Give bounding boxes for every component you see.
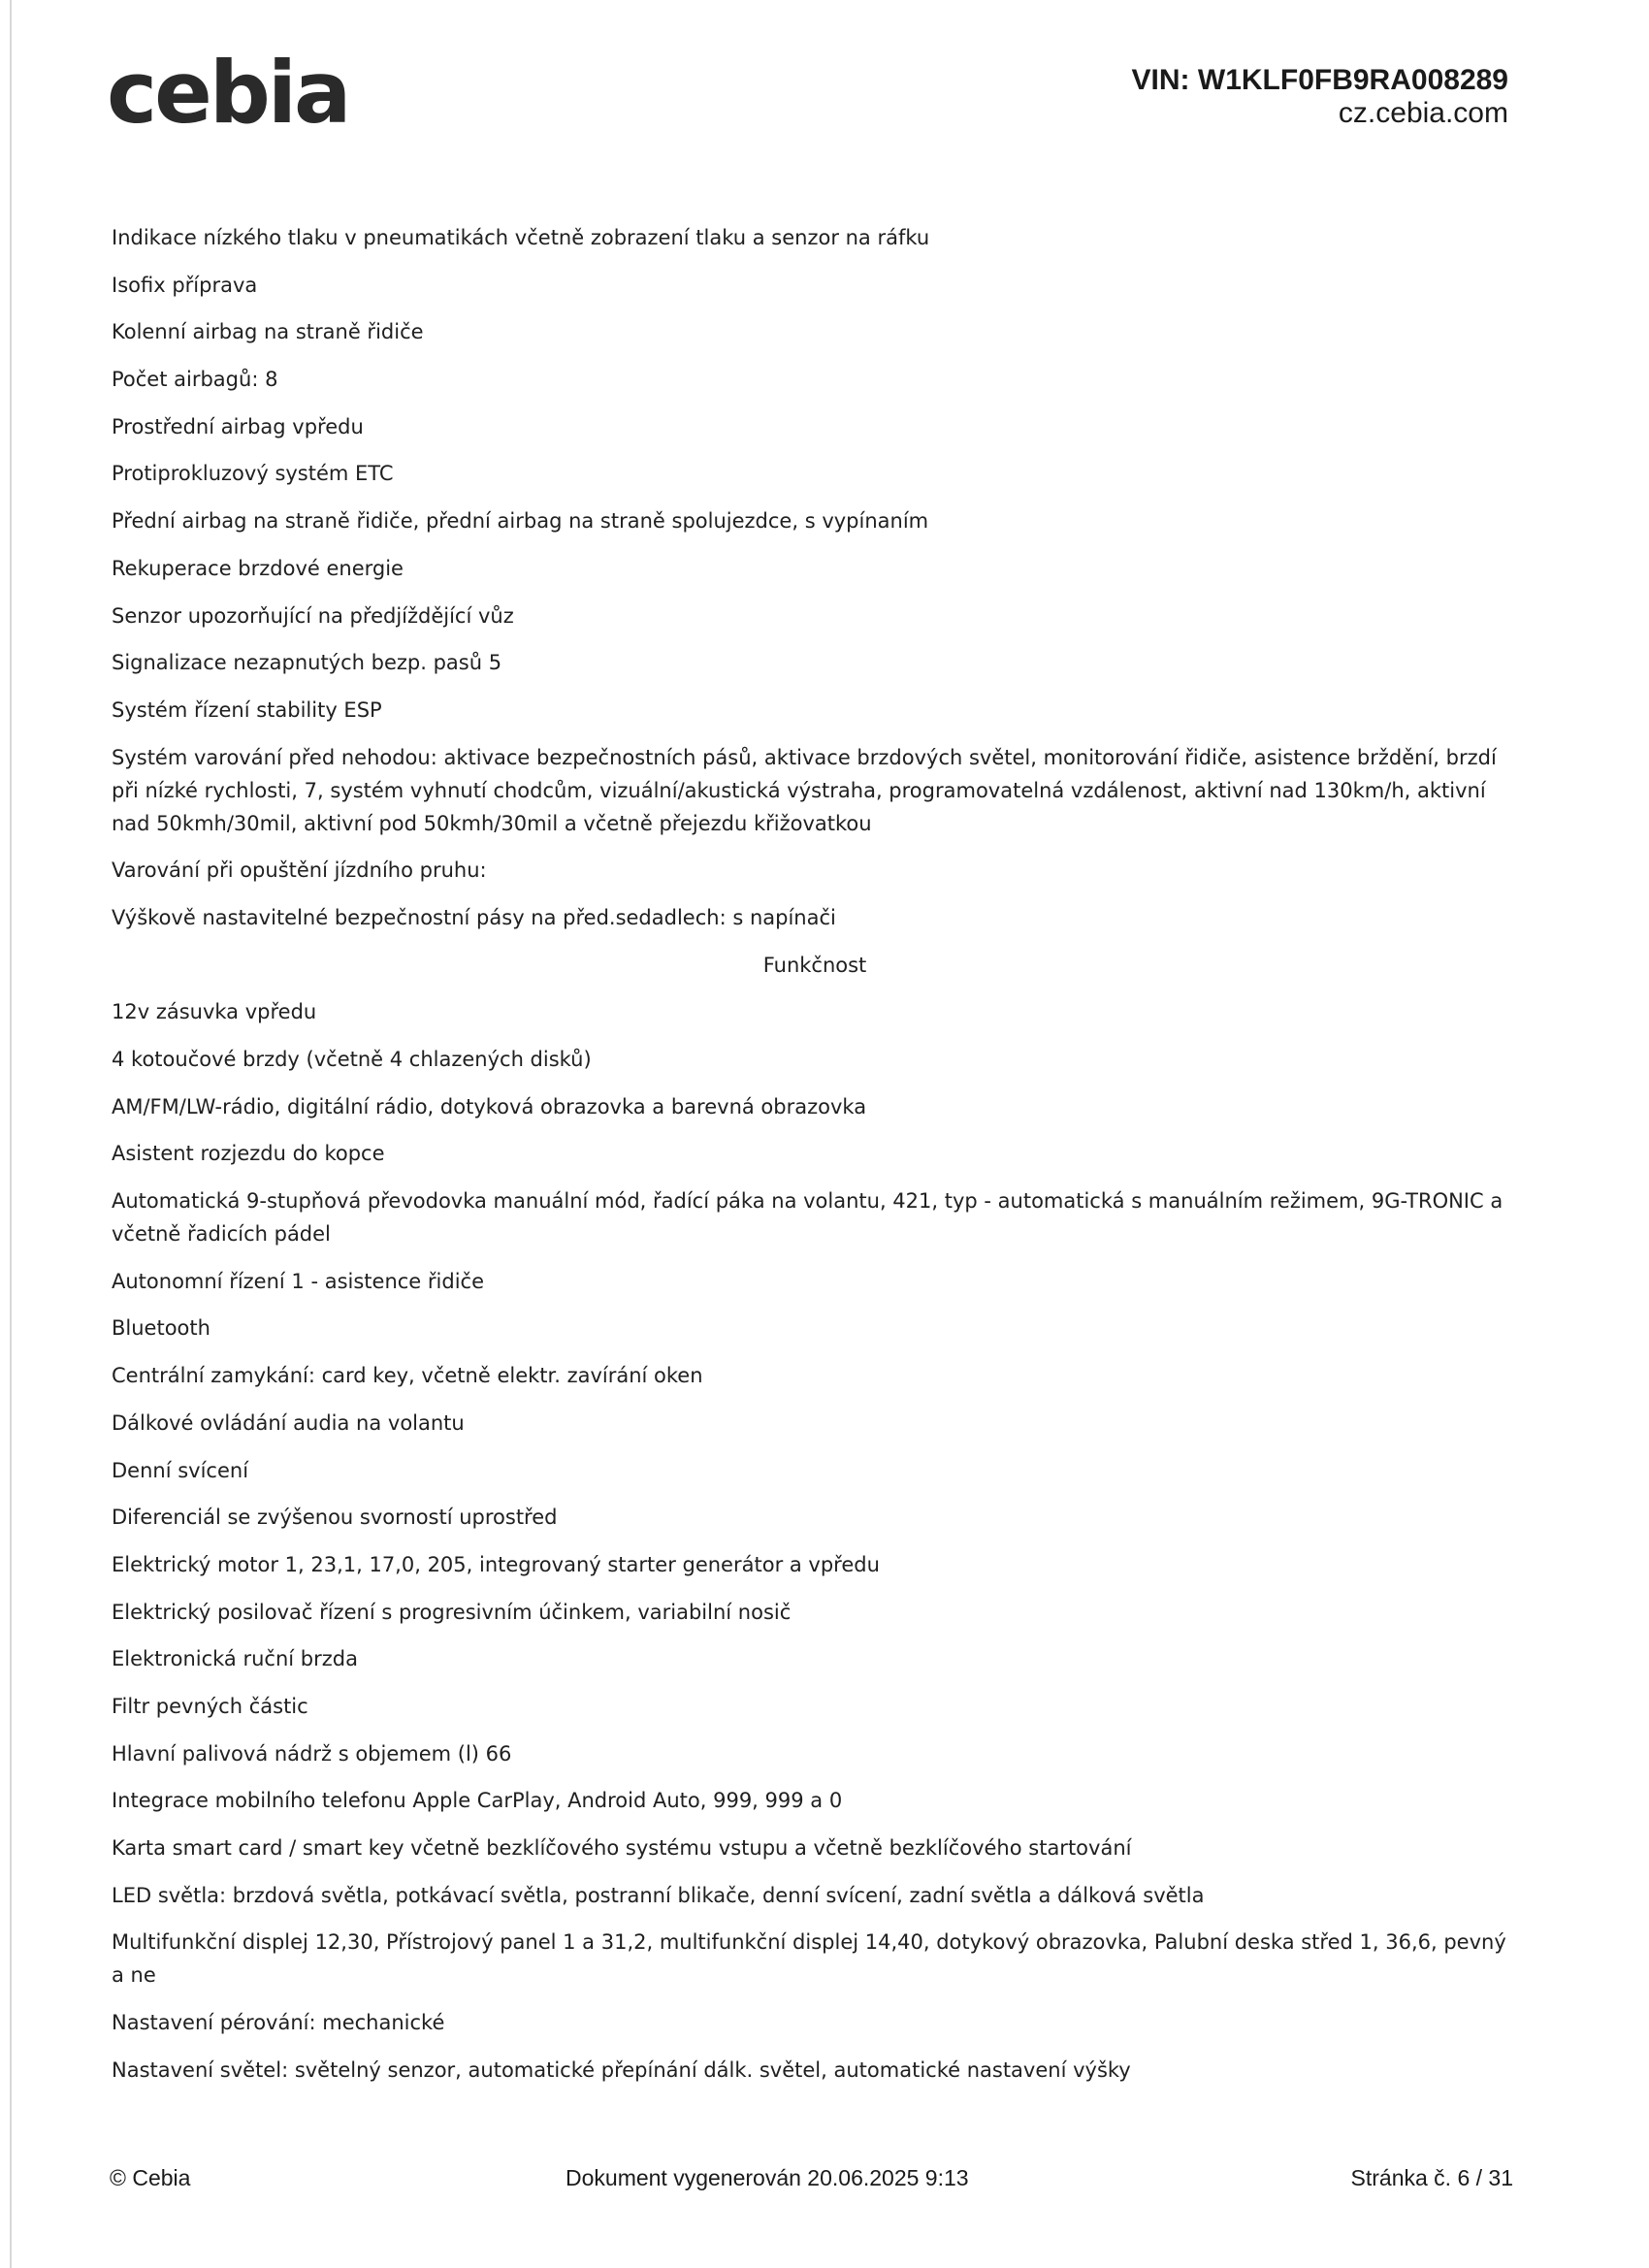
- list-item: Isofix příprava: [112, 273, 258, 297]
- list-item: Asistent rozjezdu do kopce: [112, 1142, 385, 1166]
- list-item: Výškově nastavitelné bezpečnostní pásy na před.sedadlech: s napínači: [112, 905, 836, 929]
- list-item: Dálkové ovládání audia na volantu: [112, 1410, 465, 1435]
- list-item: Systém varování před nehodou: aktivace bezpečnostních pásů, aktivace brzdových světel, monitorování řidiče, asistence brždění, brzdí při nízké rychlosti, 7, systém vyhnutí chodcům, vizuální/akustická výstraha, programovatelná vzdálenost, aktivní nad 130km/h, aktivní nad 50kmh/30mil, aktivní pod 50kmh/30mil a včetně přejezdu křižovatkou: [112, 745, 1497, 835]
- list-item: 12v zásuvka vpředu: [112, 1000, 317, 1024]
- list-item: Nastavení světel: světelný senzor, automatické přepínání dálk. světel, automatické nastavení výšky: [112, 2057, 1131, 2082]
- list-item: Multifunkční displej 12,30, Přístrojový panel 1 a 31,2, multifunkční displej 14,40, dotykový obrazovka, Palubní deska střed 1, 36,6, pevný a ne: [112, 1930, 1506, 1988]
- document-header: [1132, 64, 1508, 130]
- list-item: Počet airbagů: 8: [112, 368, 278, 392]
- vin-number: VIN: W1KLF0FB9RA008289: [1131, 64, 1508, 96]
- list-item: Rekuperace brzdové energie: [112, 556, 404, 580]
- list-item: AM/FM/LW-rádio, digitální rádio, dotyková obrazovka a barevná obrazovka: [112, 1094, 867, 1118]
- list-item: Nastavení pérování: mechanické: [112, 2011, 445, 2035]
- list-item: LED světla: brzdová světla, potkávací světla, postranní blikače, denní svícení, zadní světla a dálková světla: [112, 1883, 1205, 1907]
- list-item: Kolenní airbag na straně řidiče: [112, 320, 424, 344]
- list-item: Prostřední airbag vpředu: [112, 414, 364, 438]
- list-item: Hlavní palivová nádrž s objemem (l) 66: [112, 1741, 512, 1766]
- list-item: Centrální zamykání: card key, včetně elektr. zavírání oken: [112, 1364, 703, 1388]
- section-title-functionality: Funkčnost: [762, 953, 867, 977]
- footer-generated-date: Dokument vygenerován 20.06.2025 9:13: [566, 2165, 969, 2190]
- list-item: Integrace mobilního telefonu Apple CarPlay, Android Auto, 999, 999 a 0: [112, 1789, 843, 1813]
- list-item: Elektrický posilovač řízení s progresivním účinkem, variabilní nosič: [112, 1600, 792, 1624]
- list-item: Bluetooth: [112, 1316, 210, 1341]
- list-item: 4 kotoučové brzdy (včetně 4 chlazených disků): [112, 1048, 592, 1071]
- list-item: Přední airbag na straně řidiče, přední airbag na straně spolujezdce, s vypínaním: [112, 509, 929, 534]
- list-item: Automatická 9-stupňová převodovka manuální mód, řadící páka na volantu, 421, typ - automatická s manuálním režimem, 9G-TRONIC a včetně řadicích pádel: [112, 1189, 1504, 1247]
- page-footer: [0, 2165, 1649, 2198]
- footer-page-number: Stránka č. 6 / 31: [1350, 2165, 1513, 2190]
- list-item: Indikace nízkého tlaku v pneumatikách včetně zobrazení tlaku a senzor na ráfku: [112, 226, 930, 249]
- list-item: Denní svícení: [112, 1458, 249, 1482]
- list-item: Karta smart card / smart key včetně bezklíčového systému vstupu a včetně bezklíčového startování: [112, 1836, 1132, 1860]
- page-edge: [10, 0, 12, 2268]
- list-item: Signalizace nezapnutých bezp. pasů 5: [112, 651, 502, 675]
- list-item: Elektrický motor 1, 23,1, 17,0, 205, integrovaný starter generátor a vpředu: [112, 1552, 880, 1576]
- list-item: Autonomní řízení 1 - asistence řidiče: [112, 1269, 484, 1293]
- website-link[interactable]: cz.cebia.com: [1338, 97, 1508, 129]
- list-item: Diferenciál se zvýšenou svorností uprostřed: [112, 1506, 558, 1530]
- footer-copyright: © Cebia: [110, 2165, 191, 2190]
- list-item: Filtr pevných částic: [112, 1694, 308, 1718]
- equipment-list: [112, 221, 1518, 2100]
- list-item: Varování při opuštění jízdního pruhu:: [112, 859, 487, 883]
- cebia-logo: cebia: [107, 43, 349, 143]
- list-item: Systém řízení stability ESP: [112, 697, 382, 722]
- list-item: Protiprokluzový systém ETC: [112, 462, 394, 486]
- list-item: Elektronická ruční brzda: [112, 1647, 358, 1671]
- list-item: Senzor upozorňující na předjíždějící vůz: [112, 603, 514, 628]
